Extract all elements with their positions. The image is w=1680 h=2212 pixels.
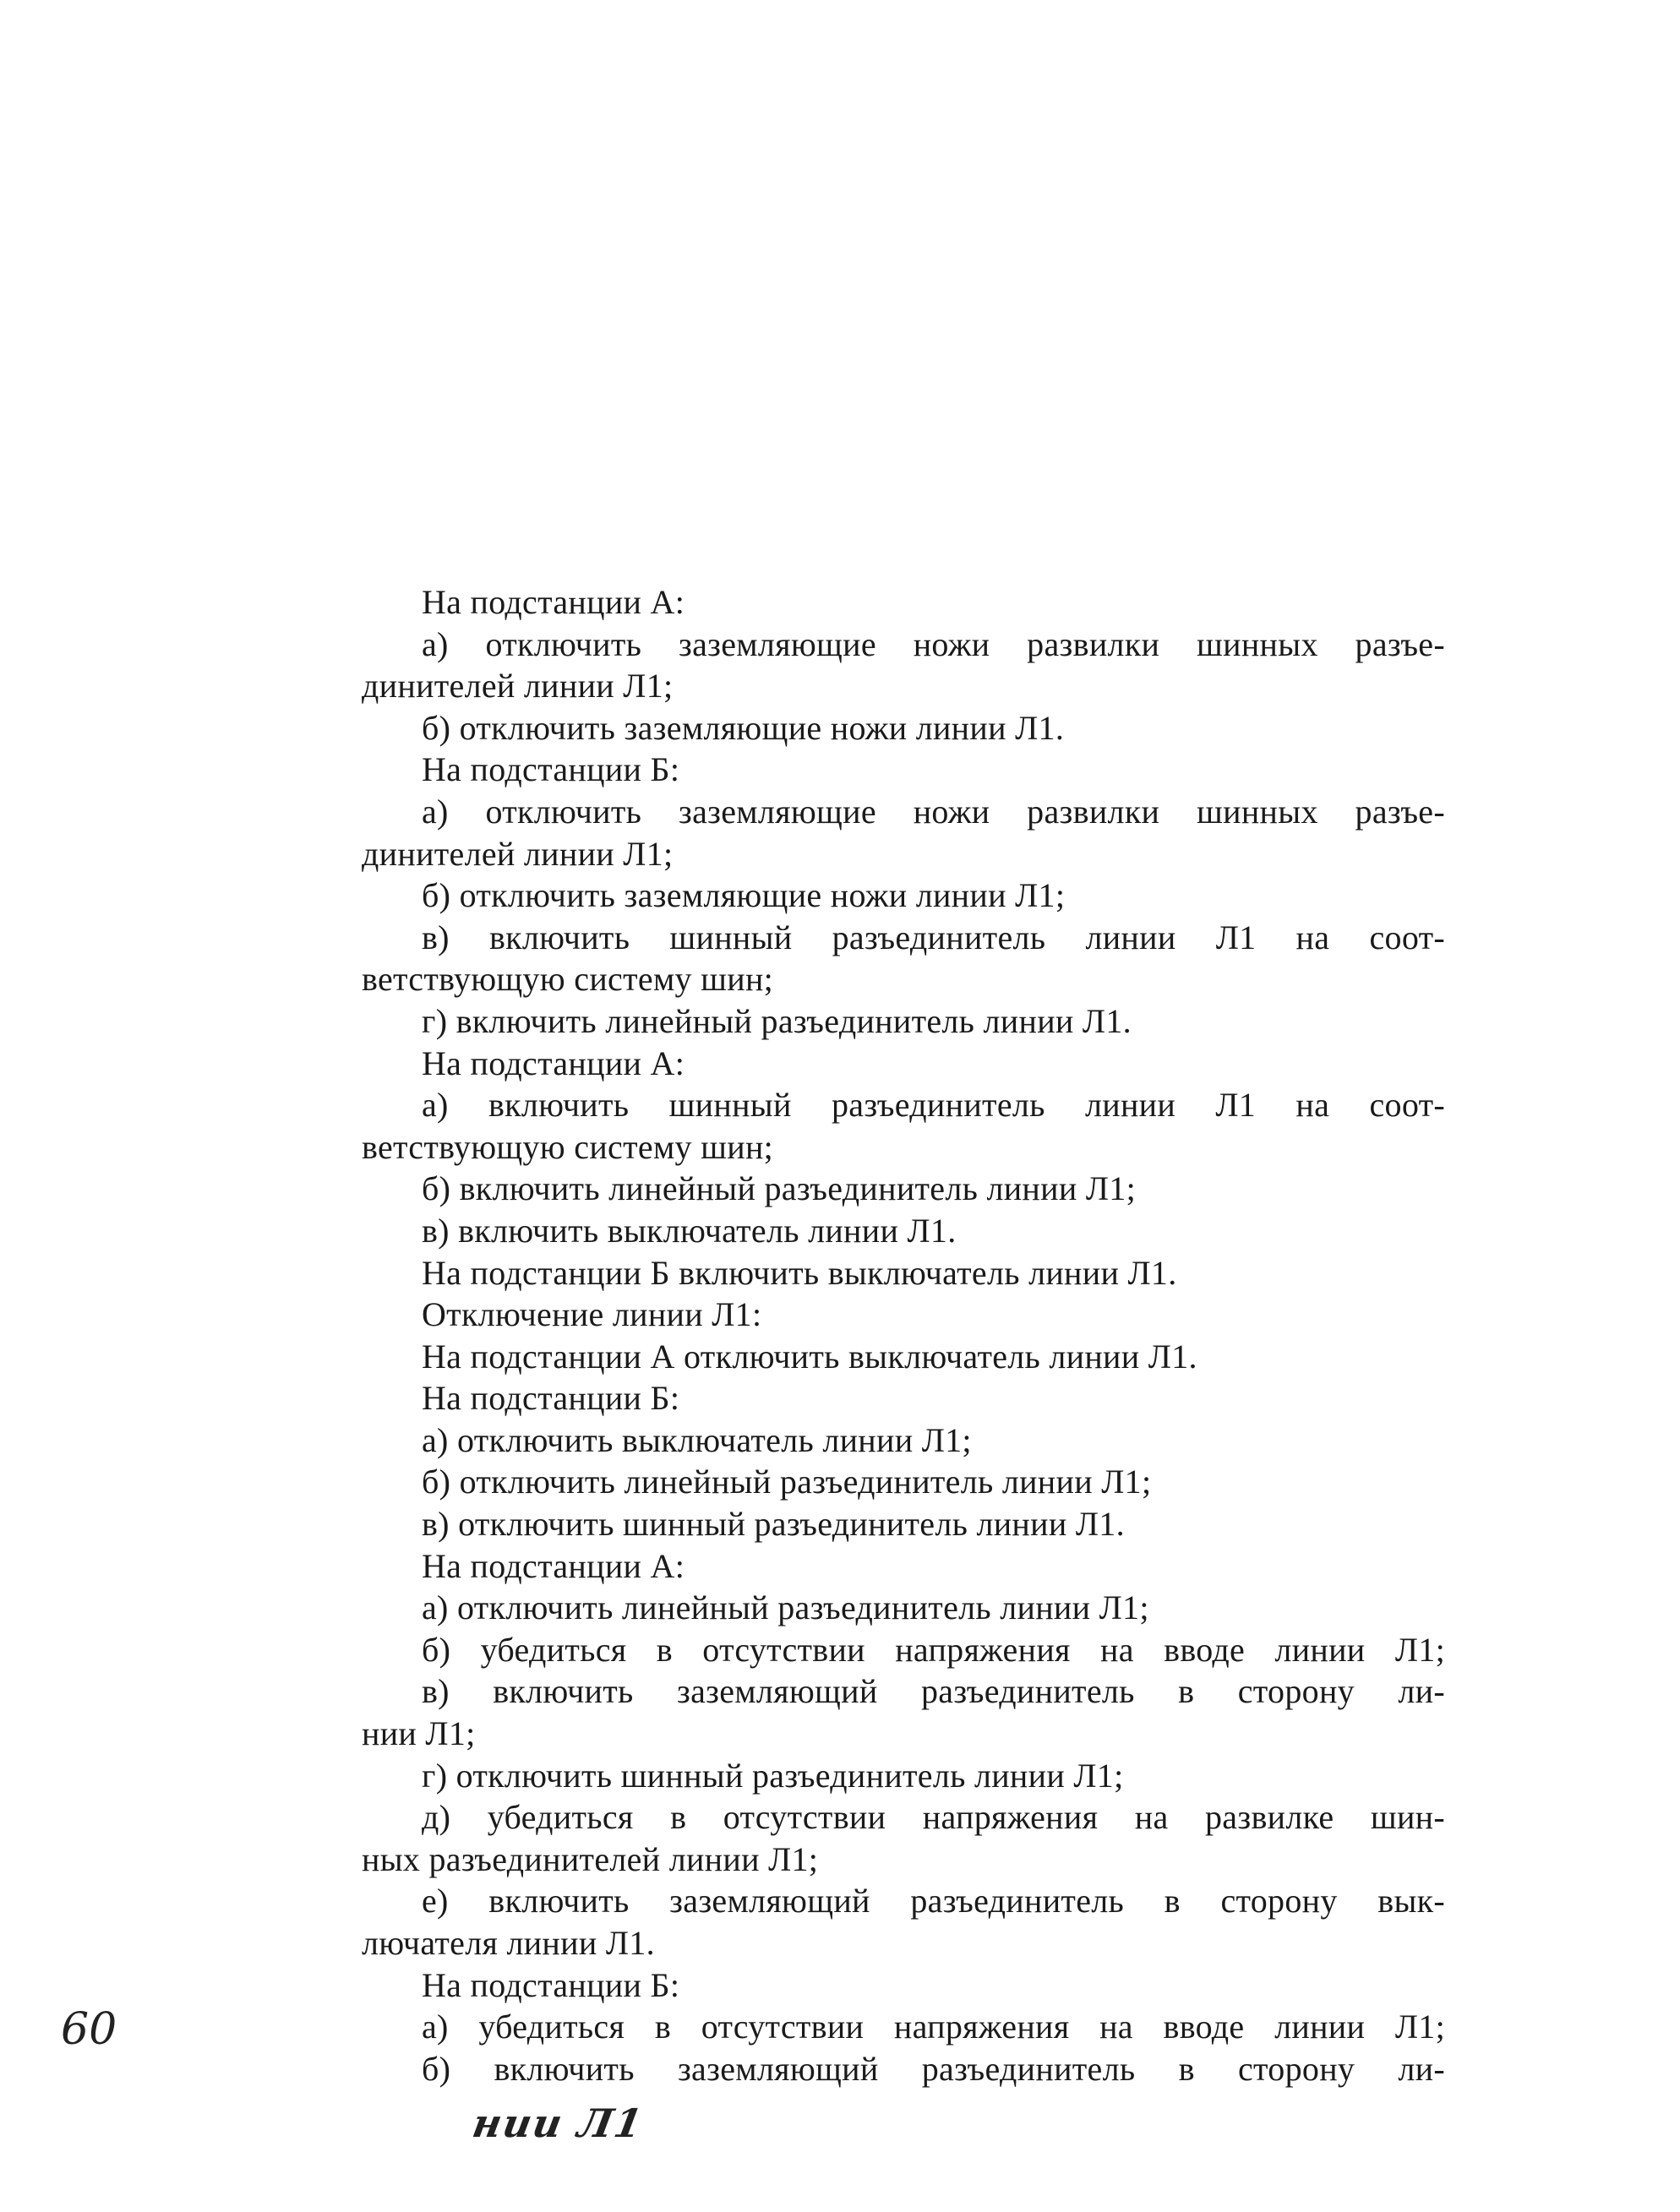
text-line: г) отключить шинный разъединитель линии Л1; bbox=[422, 1756, 1124, 1795]
text-line: На подстанции А: bbox=[422, 1546, 685, 1585]
text-line: динителей линии Л1; bbox=[362, 667, 674, 706]
text-line: На подстанции Б: bbox=[422, 1965, 680, 2004]
text-line: На подстанции Б: bbox=[422, 750, 680, 789]
text-line: б) включить линейный разъединитель линии Л1; bbox=[422, 1169, 1136, 1208]
text-line: б) отключить линейный разъединитель линии Л1; bbox=[422, 1463, 1152, 1501]
text-line: в) включить шинный разъединитель линии Л1 на соот- bbox=[422, 918, 1445, 956]
text-line: в) отключить шинный разъединитель линии Л1. bbox=[422, 1505, 1125, 1544]
handwritten-line-continuation: нии Л1 bbox=[469, 2100, 647, 2146]
text-line: г) включить линейный разъединитель линии Л1. bbox=[422, 1001, 1132, 1040]
text-line: нии Л1; bbox=[362, 1714, 476, 1753]
text-line: На подстанции А отключить выключатель линии Л1. bbox=[422, 1337, 1197, 1376]
text-line: ветствующую систему шин; bbox=[362, 960, 774, 999]
text-line: Отключение линии Л1: bbox=[422, 1295, 762, 1334]
text-line: На подстанции А: bbox=[422, 583, 685, 621]
text-line: е) включить заземляющий разъединитель в сторону вык- bbox=[422, 1882, 1445, 1921]
text-line: а) отключить заземляющие ножи развилки шинных разъе- bbox=[422, 792, 1445, 831]
text-line: лючателя линии Л1. bbox=[362, 1924, 655, 1962]
text-line: На подстанции А: bbox=[422, 1043, 685, 1082]
text-line: ных разъединителей линии Л1; bbox=[362, 1839, 819, 1878]
text-line: д) убедиться в отсутствии напряжения на развилке шин- bbox=[422, 1798, 1445, 1837]
text-line: На подстанции Б: bbox=[422, 1379, 680, 1418]
text-line: а) отключить заземляющие ножи развилки шинных разъе- bbox=[422, 624, 1445, 663]
document-body bbox=[362, 581, 1445, 2089]
page-number-handwritten: 60 bbox=[61, 2004, 117, 2055]
text-line: ветствующую систему шин; bbox=[362, 1127, 774, 1166]
text-line: а) отключить линейный разъединитель линии Л1; bbox=[422, 1588, 1149, 1627]
text-line: динителей линии Л1; bbox=[362, 834, 674, 873]
text-line: б) включить заземляющий разъединитель в сторону ли- bbox=[422, 2049, 1445, 2088]
text-line: в) включить заземляющий разъединитель в сторону ли- bbox=[422, 1672, 1445, 1711]
text-line: а) включить шинный разъединитель линии Л1 на соот- bbox=[422, 1086, 1445, 1125]
text-line: в) включить выключатель линии Л1. bbox=[422, 1211, 957, 1250]
text-line: б) убедиться в отсутствии напряжения на вводе линии Л1; bbox=[422, 1630, 1445, 1669]
text-line: а) убедиться в отсутствии напряжения на вводе линии Л1; bbox=[422, 2008, 1445, 2046]
text-line: а) отключить выключатель линии Л1; bbox=[422, 1420, 972, 1459]
text-line: б) отключить заземляющие ножи линии Л1; bbox=[422, 876, 1066, 915]
text-line: б) отключить заземляющие ножи линии Л1. bbox=[422, 708, 1065, 747]
text-line: На подстанции Б включить выключатель линии Л1. bbox=[422, 1253, 1177, 1292]
